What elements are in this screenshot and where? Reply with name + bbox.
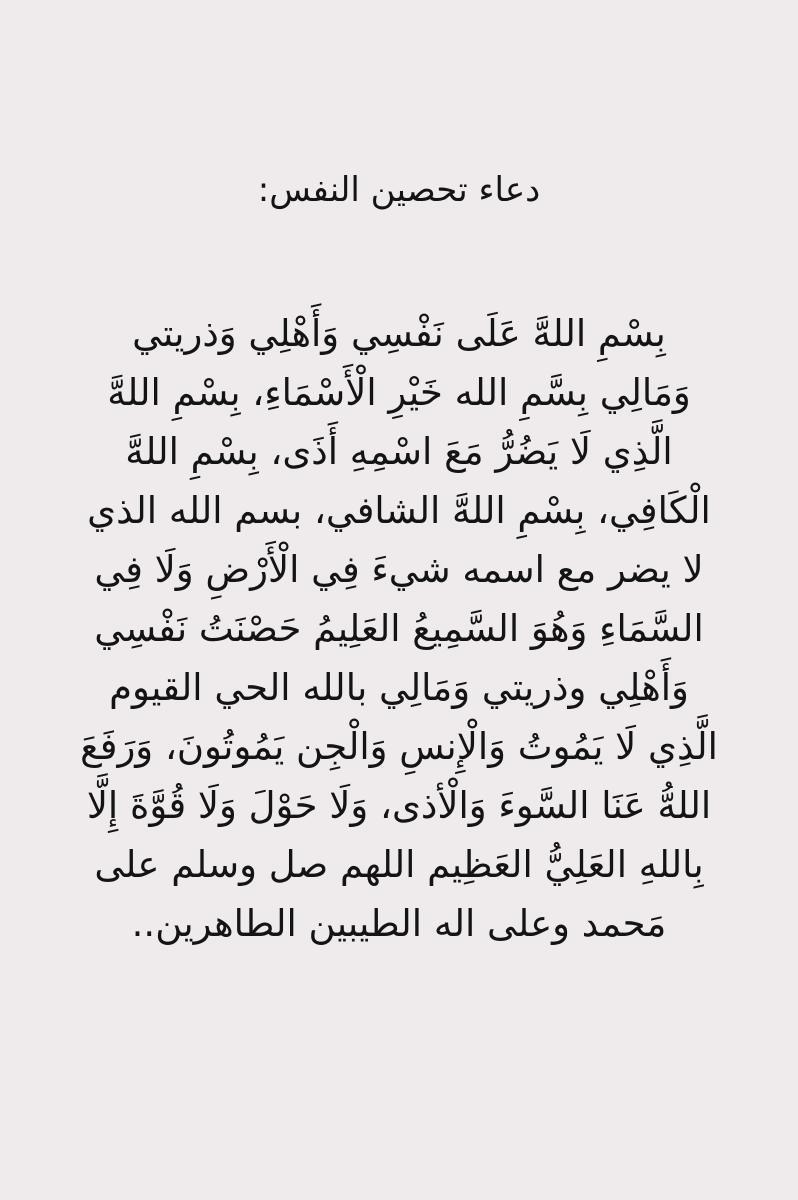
prayer-line: لا يضر مع اسمه شيءَ فِي الْأَرْضِ وَلَا فِي <box>94 548 704 591</box>
prayer-line: مَحمد وعلى اله الطيبين الطاهرين.. <box>131 902 667 945</box>
prayer-text <box>40 304 758 953</box>
prayer-line: الَّذِي لَا يَمُوتُ وَالْإِنسِ وَالْجِن يَمُوتُونَ، وَرَفَعَ <box>80 725 718 768</box>
prayer-line: وَأَهْلِي وذريتي وَمَالِي بالله الحي القيوم <box>109 666 689 709</box>
prayer-line: السَّمَاءِ وَهُوَ السَّمِيعُ العَلِيمُ حَصْنَتُ نَفْسِي <box>94 607 704 650</box>
prayer-line: الَّذِي لَا يَضُرُّ مَعَ اسْمِهِ أَذَى، بِسْمِ اللهَّ <box>125 430 673 473</box>
prayer-line: بِسْمِ اللهَّ عَلَى نَفْسِي وَأَهْلِي وَذريتي <box>132 312 666 355</box>
prayer-line: بِاللهِ العَلِيُّ العَظِيم اللهم صل وسلم على <box>94 843 704 886</box>
prayer-line: اللهُّ عَنَا السَّوءَ وَالْأذى، وَلَا حَوْلَ وَلَا قُوَّةَ إِلَّا <box>86 784 712 827</box>
document-title: دعاء تحصين النفس: <box>257 170 541 210</box>
prayer-line: الْكَافِي، بِسْمِ اللهَّ الشافي، بسم الله الذي <box>87 489 711 532</box>
prayer-line: وَمَالِي بِسَّمِ الله خَيْرِ الْأَسْمَاءِ، بِسْمِ اللهَّ <box>107 371 691 414</box>
